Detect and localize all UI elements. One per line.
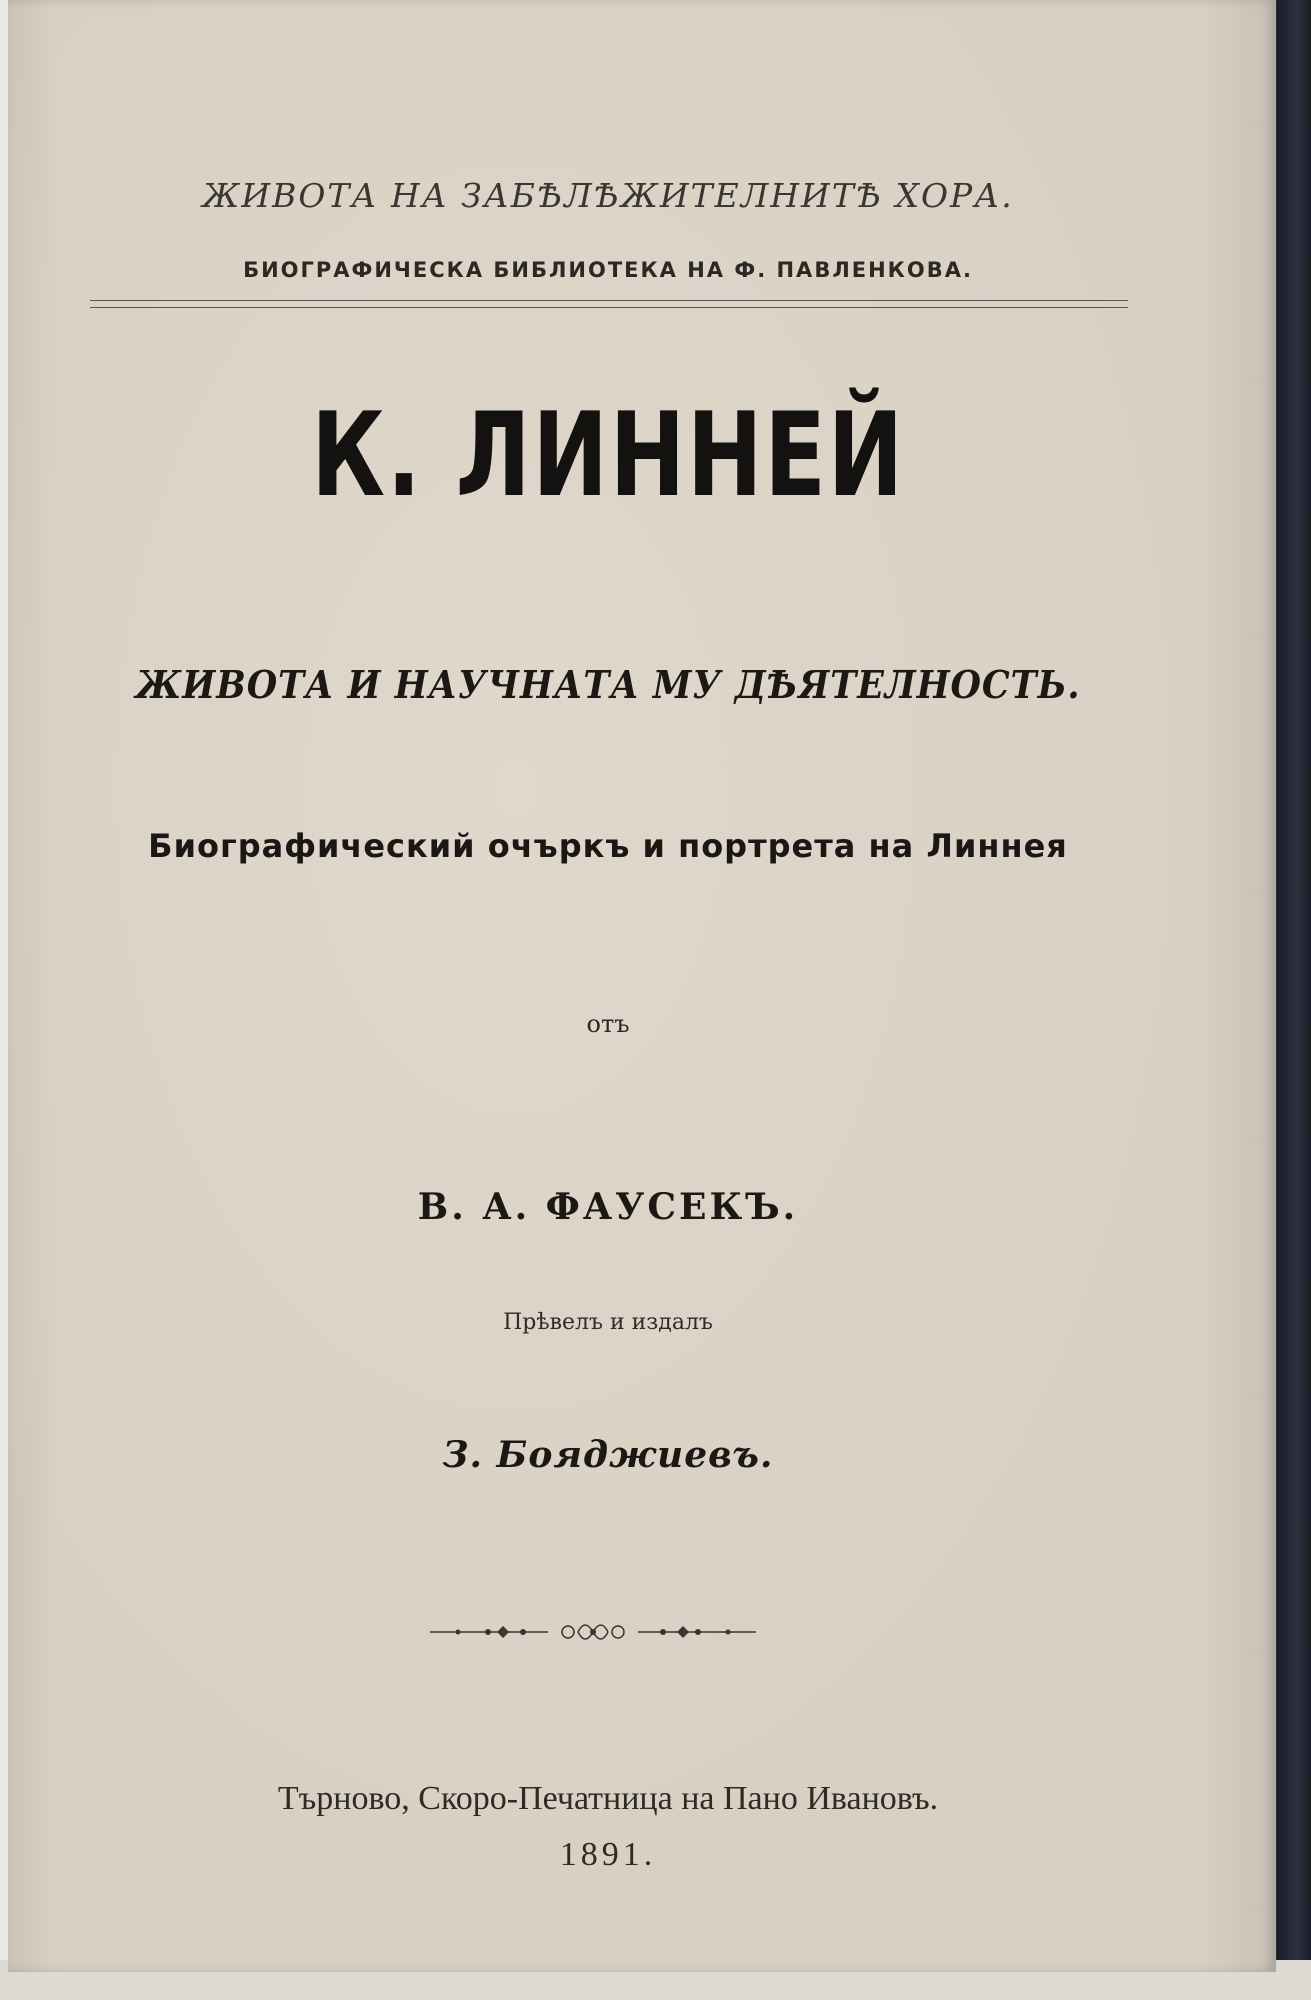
ornament-divider [428,1612,758,1652]
header-rule [90,300,1128,308]
series-subtitle: БИОГРАФИЧЕСКА БИБЛИОТЕКА НА Ф. ПАВЛЕНКОВА. [243,258,973,282]
translator-name: З. Бояджиевъ. [442,1434,774,1476]
title-page [8,0,1276,1972]
imprint-year: 1891. [559,1836,657,1873]
book-description: Биографический очъркъ и портрета на Линнея [148,827,1068,865]
book-cover-edge [1277,0,1311,2000]
by-label: отъ [586,1010,630,1038]
series-title: ЖИВОТА НА ЗАБѢЛѢЖИТЕЛНИТѢ ХОРА. [202,176,1014,215]
book-title: К. ЛИННЕЙ [311,388,905,523]
book-subtitle: ЖИВОТА И НАУЧНАТА МУ ДѢЯТЕЛНОСТЬ. [135,662,1081,707]
author-name: В. А. ФАУСЕКЪ. [417,1186,799,1228]
translated-label: Прѣвелъ и издалъ [503,1310,713,1335]
imprint-publisher: Търново, Скоро-Печатница на Пано Ивановъ. [277,1780,939,1817]
